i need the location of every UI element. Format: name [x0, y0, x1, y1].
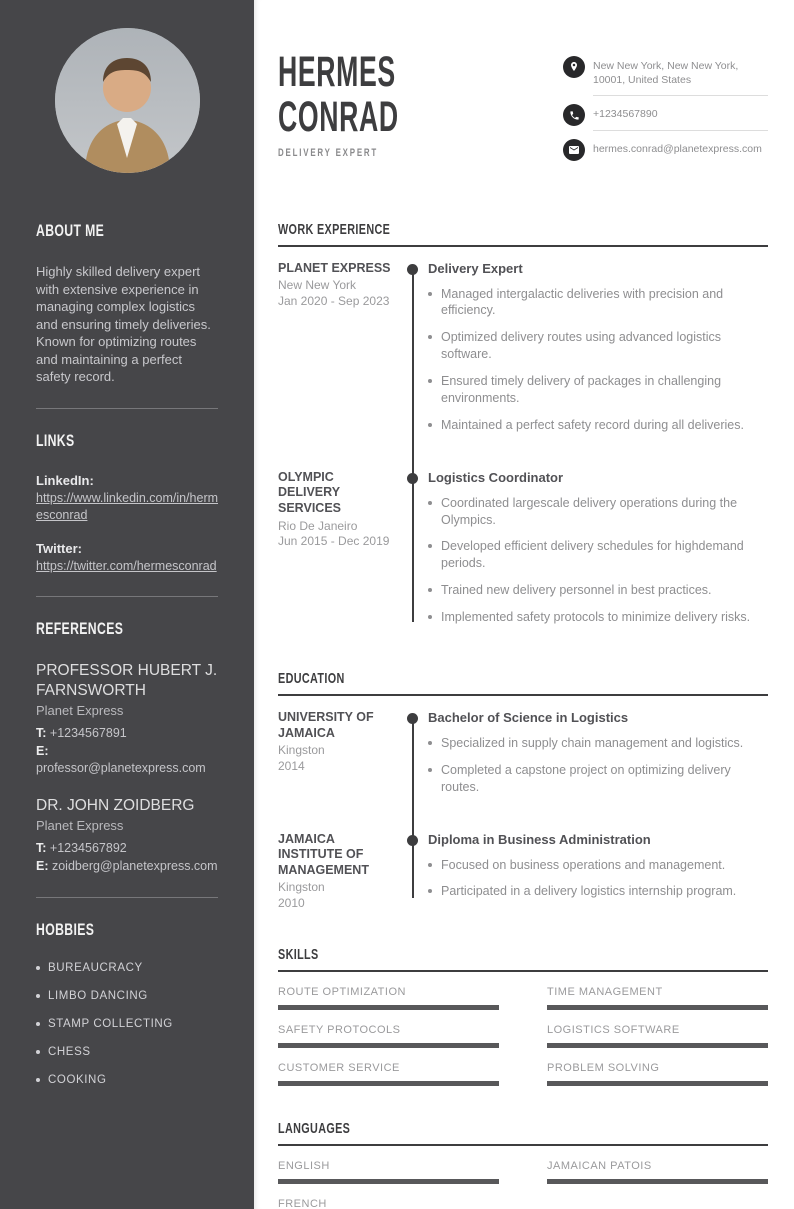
skills-heading: SKILLS: [278, 946, 768, 972]
bullet-dot-icon: [428, 768, 432, 772]
bullet-dot-icon: [36, 1022, 40, 1026]
reference-name: DR. JOHN ZOIDBERG: [36, 796, 195, 814]
school-name: JAMAICA INSTITUTE OF MANAGEMENT: [278, 831, 369, 877]
sidebar-divider: [36, 596, 218, 597]
work-entry-body: [428, 470, 768, 636]
language-item: [278, 1198, 499, 1209]
hobbies-heading: HOBBIES: [36, 920, 95, 940]
education-bullet: Specialized in supply chain management and logistics.: [428, 735, 768, 752]
references-heading: REFERENCES: [36, 619, 124, 639]
bullet-dot-icon: [428, 335, 432, 339]
work-entry-meta: [278, 470, 398, 636]
hobby-item: [36, 1046, 218, 1058]
reference-email: [36, 858, 218, 876]
skills-grid: [278, 986, 768, 1086]
phone-value: +1234567891: [49, 726, 127, 741]
skill-label: ROUTE OPTIMIZATION: [278, 985, 406, 998]
education-entries: [278, 710, 768, 912]
person-name: [278, 50, 473, 139]
hobby-label: BUREAUCRACY: [48, 962, 143, 975]
graduation-year: 2014: [278, 758, 305, 773]
timeline-cell: [398, 470, 428, 636]
skill-bar: [278, 1081, 499, 1086]
skill-bar-fill: [547, 1043, 768, 1048]
skill-bar-fill: [278, 1081, 499, 1086]
role-title: Delivery Expert: [428, 260, 523, 276]
work-entry: [278, 261, 768, 444]
hobby-item: [36, 1074, 218, 1086]
skill-item: [547, 986, 768, 1010]
bullet-dot-icon: [428, 863, 432, 867]
education-bullet: Focused on business operations and management.: [428, 857, 768, 874]
email-value: professor@planetexpress.com: [36, 761, 206, 776]
work-entry-body: [428, 261, 768, 444]
education-bullet: Completed a capstone project on optimizing delivery routes.: [428, 762, 768, 796]
bullet-dot-icon: [428, 741, 432, 745]
reference-company: Planet Express: [36, 818, 124, 834]
twitter-label: Twitter:: [36, 540, 82, 556]
timeline-dot-icon: [407, 835, 418, 846]
work-entry: [278, 470, 768, 636]
languages-section: [278, 1120, 768, 1209]
timeline-cell: [398, 261, 428, 444]
languages-heading: LANGUAGES: [278, 1120, 768, 1146]
reference-phone: [36, 725, 218, 743]
bullet-dot-icon: [36, 994, 40, 998]
degree-title: Bachelor of Science in Logistics: [428, 709, 629, 725]
work-bullet: Maintained a perfect safety record during all deliveries.: [428, 417, 768, 434]
work-dates: Jan 2020 - Sep 2023: [278, 293, 390, 308]
language-bar: [547, 1179, 768, 1184]
bullet-dot-icon: [36, 1050, 40, 1054]
phone-value: +1234567892: [49, 841, 127, 856]
profile-photo: [55, 28, 200, 173]
skill-bar: [547, 1005, 768, 1010]
education-entry-body: [428, 832, 768, 912]
about-section: [36, 221, 218, 386]
skill-item: [547, 1062, 768, 1086]
education-entry-meta: [278, 710, 398, 806]
skill-item: [278, 1024, 499, 1048]
work-bullet: Trained new delivery personnel in best practices.: [428, 582, 768, 599]
phone-label: T:: [36, 841, 47, 856]
twitter-url[interactable]: https://twitter.com/hermesconrad: [36, 558, 217, 573]
location-text: New New York, New New York, 10001, United States: [593, 56, 768, 96]
sidebar-divider: [36, 897, 218, 898]
profile-photo-illustration: [55, 28, 200, 173]
timeline-dot-icon: [407, 264, 418, 275]
timeline-dot-icon: [407, 713, 418, 724]
phone-label: T:: [36, 726, 47, 741]
education-heading: EDUCATION: [278, 670, 768, 696]
bullet-dot-icon: [428, 588, 432, 592]
skill-bar: [547, 1081, 768, 1086]
company-location: New New York: [278, 278, 357, 293]
graduation-year: 2010: [278, 895, 305, 910]
hobbies-section: [36, 920, 218, 1086]
hobby-label: LIMBO DANCING: [48, 990, 148, 1003]
skill-bar: [278, 1005, 499, 1010]
email-label: E:: [36, 858, 49, 873]
hobby-item: [36, 990, 218, 1002]
school-name: UNIVERSITY OF JAMAICA: [278, 709, 374, 740]
language-label: FRENCH: [278, 1197, 327, 1209]
contact-email: [563, 139, 768, 161]
company-name: OLYMPIC DELIVERY SERVICES: [278, 469, 341, 515]
location-pin-icon: [563, 56, 585, 78]
work-bullet: Managed intergalactic deliveries with precision and efficiency.: [428, 286, 768, 320]
references-section: [36, 619, 218, 875]
linkedin-label: LinkedIn:: [36, 472, 94, 488]
bullet-dot-icon: [428, 292, 432, 296]
work-bullet: Implemented safety protocols to minimize delivery risks.: [428, 609, 768, 626]
role-title: Logistics Coordinator: [428, 469, 564, 485]
school-location: Kingston: [278, 880, 325, 895]
sidebar: [0, 0, 254, 1209]
reference-company: Planet Express: [36, 703, 124, 719]
bullet-dot-icon: [428, 423, 432, 427]
skill-bar-fill: [547, 1081, 768, 1086]
language-label: ENGLISH: [278, 1159, 330, 1172]
phone-icon: [563, 104, 585, 126]
skill-label: LOGISTICS SOFTWARE: [547, 1023, 680, 1036]
timeline-dot-icon: [407, 473, 418, 484]
language-bar: [278, 1179, 499, 1184]
work-bullet: Optimized delivery routes using advanced logistics software.: [428, 329, 768, 363]
envelope-icon: [563, 139, 585, 161]
school-location: Kingston: [278, 743, 325, 758]
language-label: JAMAICAN PATOIS: [547, 1159, 652, 1172]
email-value: zoidberg@planetexpress.com: [51, 858, 218, 873]
last-name: CONRAD: [278, 92, 399, 141]
work-bullet: Developed efficient delivery schedules for highdemand periods.: [428, 538, 768, 572]
education-bullet: Participated in a delivery logistics internship program.: [428, 883, 768, 900]
bullet-dot-icon: [36, 966, 40, 970]
bullet-dot-icon: [36, 1078, 40, 1082]
about-heading: ABOUT ME: [36, 221, 105, 240]
skill-label: PROBLEM SOLVING: [547, 1061, 660, 1074]
reference-item: [36, 796, 218, 875]
skill-label: CUSTOMER SERVICE: [278, 1061, 400, 1074]
language-bar-fill: [278, 1179, 499, 1184]
reference-phone: [36, 840, 218, 858]
skill-label: SAFETY PROTOCOLS: [278, 1023, 401, 1036]
education-entry-body: [428, 710, 768, 806]
contact-location: [563, 56, 768, 96]
link-item-twitter: [36, 541, 218, 575]
work-experience-entries: [278, 261, 768, 636]
work-experience-section: [278, 221, 768, 636]
company-name: PLANET EXPRESS: [278, 260, 391, 275]
skill-bar-fill: [278, 1043, 499, 1048]
language-item: [547, 1160, 768, 1184]
first-name: HERMES: [278, 48, 396, 96]
skill-bar-fill: [278, 1005, 499, 1010]
contact-block: [563, 50, 768, 169]
bullet-dot-icon: [428, 615, 432, 619]
name-block: [278, 50, 473, 169]
education-entry: [278, 832, 768, 912]
skill-item: [547, 1024, 768, 1048]
education-entry: [278, 710, 768, 806]
main-content: [254, 0, 794, 1209]
link-item-linkedin: [36, 473, 218, 524]
sidebar-divider: [36, 408, 218, 409]
reference-email: [36, 743, 218, 778]
header: [278, 50, 768, 169]
about-text: Highly skilled delivery expert with extensive experience in managing complex logistics and ensuring timely deliveries. Known for optimizing routes and maintaining a perfect safety record.: [36, 264, 211, 385]
linkedin-url[interactable]: https://www.linkedin.com/in/hermesconrad: [36, 490, 219, 522]
bullet-dot-icon: [428, 544, 432, 548]
skill-item: [278, 1062, 499, 1086]
hobby-label: CHESS: [48, 1046, 91, 1059]
language-bar-fill: [547, 1179, 768, 1184]
work-bullet: Ensured timely delivery of packages in challenging environments.: [428, 373, 768, 407]
reference-item: [36, 661, 218, 777]
timeline-cell: [398, 710, 428, 806]
education-section: [278, 670, 768, 912]
timeline-cell: [398, 832, 428, 912]
phone-text: +1234567890: [593, 104, 768, 130]
company-location: Rio De Janeiro: [278, 518, 358, 533]
skill-bar: [278, 1043, 499, 1048]
work-bullet: Coordinated largescale delivery operations during the Olympics.: [428, 495, 768, 529]
links-section: [36, 431, 218, 575]
reference-name: PROFESSOR HUBERT J. FARNSWORTH: [36, 662, 218, 699]
bullet-dot-icon: [428, 501, 432, 505]
work-experience-heading: WORK EXPERIENCE: [278, 221, 768, 247]
degree-title: Diploma in Business Administration: [428, 831, 651, 847]
skill-item: [278, 986, 499, 1010]
skill-label: TIME MANAGEMENT: [547, 985, 663, 998]
hobby-label: STAMP COLLECTING: [48, 1018, 173, 1031]
languages-grid: [278, 1160, 768, 1209]
hobby-label: COOKING: [48, 1074, 107, 1087]
email-text: hermes.conrad@planetexpress.com: [593, 142, 762, 155]
skills-section: [278, 946, 768, 1086]
work-entry-meta: [278, 261, 398, 444]
hobby-item: [36, 962, 218, 974]
links-heading: LINKS: [36, 430, 75, 450]
bullet-dot-icon: [428, 379, 432, 383]
hobby-item: [36, 1018, 218, 1030]
work-dates: Jun 2015 - Dec 2019: [278, 534, 390, 549]
skill-bar-fill: [547, 1005, 768, 1010]
bullet-dot-icon: [428, 889, 432, 893]
skill-bar: [547, 1043, 768, 1048]
contact-phone: [563, 104, 768, 130]
job-title: DELIVERY EXPERT: [278, 147, 379, 160]
language-item: [278, 1160, 499, 1184]
education-entry-meta: [278, 832, 398, 912]
email-label: E:: [36, 743, 49, 758]
